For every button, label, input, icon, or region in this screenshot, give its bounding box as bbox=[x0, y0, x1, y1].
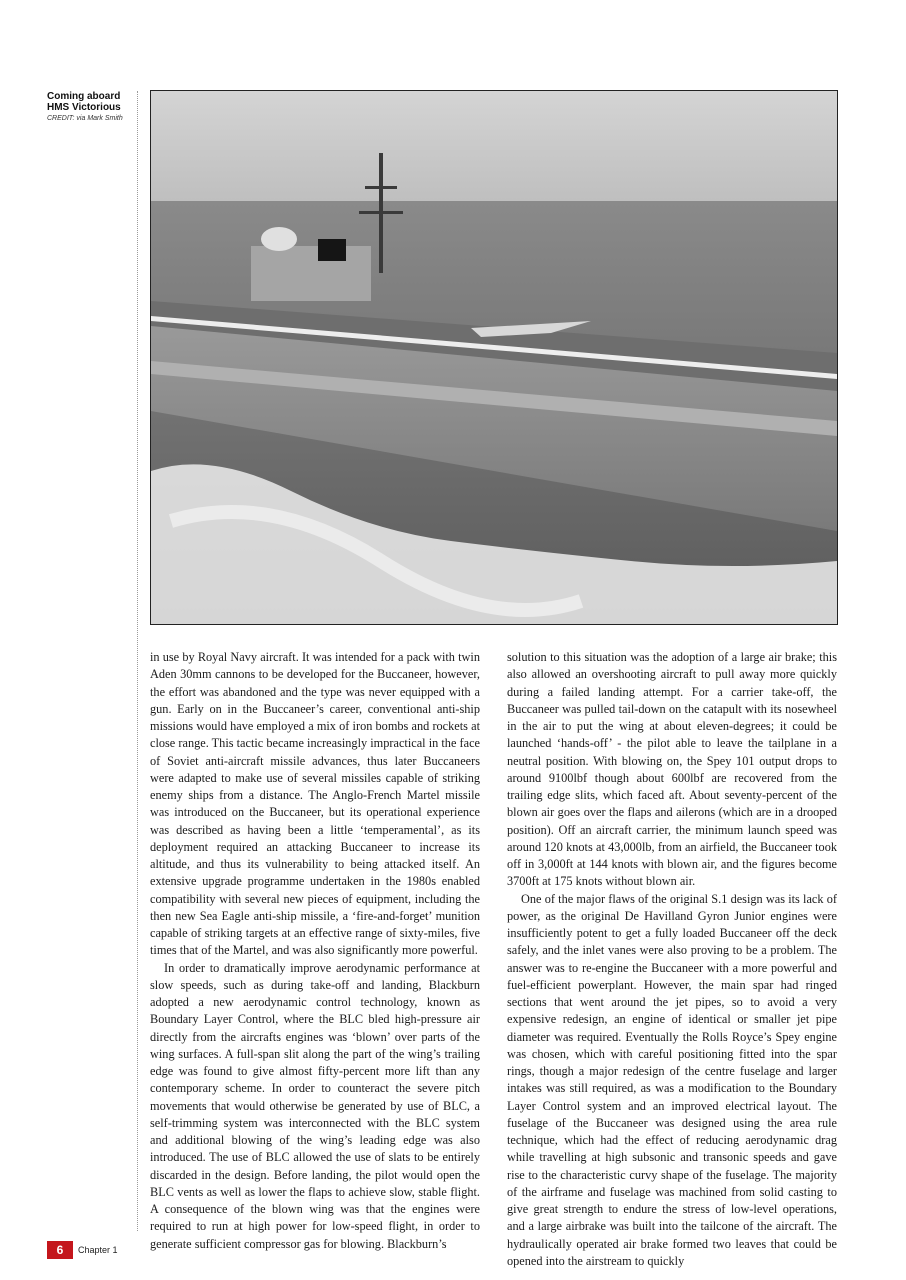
ship-island bbox=[251, 246, 371, 301]
carrier-photo bbox=[150, 90, 838, 625]
page-footer bbox=[47, 1241, 118, 1259]
text-column-right bbox=[507, 649, 837, 1270]
left-paragraph-1: in use by Royal Navy aircraft. It was intended for a pack with twin Aden 30mm cannons to be developed for the Buccaneer, however, the effort was abandoned and the type was never equipped with a gun. Early on in the Buccaneer’s career, conventional anti-ship missions would have employed a mix of iron bombs and rockets at close range. This tactic became increasingly impractical in the face of Soviet anti-aircraft missile advances, thus later Buccaneers were adapted to make use of several missiles capable of striking enemy ships from a distance. The Anglo-French Martel missile was introduced on the Buccaneer, but its operational experience was described as having been a little ‘temperamental’, as its deployment required an attacking Buccaneer to increase its altitude, and thus its vulnerability to being attacked itself. An extensive upgrade programme undertaken in the 1980s enabled compatibility with several new pieces of equipment, including the then new Sea Eagle anti-ship missile, a ‘fire-and-forget’ munition capable of striking targets at an effective range of sixty-miles, five times that of the Martel, and was also significantly more powerful. bbox=[150, 650, 480, 958]
left-paragraph-2: In order to dramatically improve aerodynamic performance at slow speeds, such as during take-off and landing, Blackburn adopted a new aerodynamic control technology, known as Boundary Layer Control, where the BLC bled high-pressure air directly from the aircrafts engines was ‘blown’ over parts of the wing surfaces. A full-span slit along the part of the wing’s trailing edge was found to give almost fifty-percent more lift than any contemporary scheme. In order to counteract the severe pitch movements that would otherwise be generated by use of BLC, a self-trimming system was interconnected with the BLC system and additional blowing of the wing’s leading edge was also introduced. The use of BLC allowed the use of slats to be entirely discarded in the design. Before landing, the pilot would open the BLC vents as well as lower the flaps to achieve slow, stable flight. A consequence of the blown wing was that the engines were required to run at high power for low-speed flight, in order to generate sufficient compressor gas for blowing. Blackburn’s bbox=[150, 960, 480, 1251]
radar-dish bbox=[261, 227, 297, 251]
mast-yard-upper bbox=[365, 186, 397, 189]
page-number: 6 bbox=[47, 1241, 73, 1259]
mast-yard-lower bbox=[359, 211, 403, 214]
caption-title-line2: HMS Victorious bbox=[47, 102, 121, 113]
chapter-label: Chapter 1 bbox=[78, 1245, 118, 1255]
photo-caption bbox=[47, 91, 133, 124]
caption-credit: CREDIT: via Mark Smith bbox=[47, 115, 123, 122]
sky bbox=[151, 91, 837, 211]
right-paragraph-1: solution to this situation was the adoption of a large air brake; this also allowed an overshooting aircraft to pull away more quickly during a failed landing attempt. For a carrier take-off, the Buccaneer was pulled tail-down on the catapult with its nosewheel in the air to put the wing at about eleven-degrees; it could be launched ‘hands-off’ - the pilot able to leave the tailplane in a neutral position. With blowing on, the Spey 101 output drops to around 9100lbf though about 600lbf are recovered from the trailing edge slits, which faced aft. About seventy-percent of the blown air goes over the flaps and ailerons (which are in a drooped position). Off an aircraft carrier, the minimum launch speed was around 120 knots at 43,000lb, from an airfield, the Buccaneer took off in 3,000ft at 144 knots with blown air, and the figures become 3700ft at 175 knots without blown air. bbox=[507, 650, 837, 889]
ship-funnel bbox=[318, 239, 346, 261]
right-paragraph-2: One of the major flaws of the original S.1 design was its lack of power, as the original De Havilland Gyron Junior engines were insufficiently potent to get a fully loaded Buccaneer off the deck safely, and the inlet vanes were also proving to be a problem. The answer was to re-engine the Buccaneer with a more powerful and fuel-efficient powerplant. However, the main spar had ringed sections that went around the jet pipes, so to avoid a very expensive redesign, an engine of identical or smaller jet pipe diameter was required. Eventually the Rolls Royce’s Spey engine was chosen, which with careful positioning fitted into the spar rings, though a major redesign of the centre fuselage and larger intakes was still required, as was a modification to the Boundary Layer Control system and an improved electrical layout. The fuselage of the Buccaneer was designed using the area rule technique, which had the effect of reducing aerodynamic drag while travelling at high subsonic and transonic speeds and gave rise to the characteristic curvy shape of the fuselage. The majority of the airframe and fuselage was machined from solid casting to give great strength to endure the stress of low-level operations, and a large airbrake was built into the tailcone of the aircraft. The hydraulically operated air brake formed two leaves that could be opened into the airstream to quickly bbox=[507, 891, 837, 1268]
caption-divider bbox=[137, 91, 138, 1231]
carrier-photo-illustration bbox=[151, 91, 837, 624]
caption-title-line1: Coming aboard bbox=[47, 91, 121, 102]
text-column-left bbox=[150, 649, 480, 1253]
